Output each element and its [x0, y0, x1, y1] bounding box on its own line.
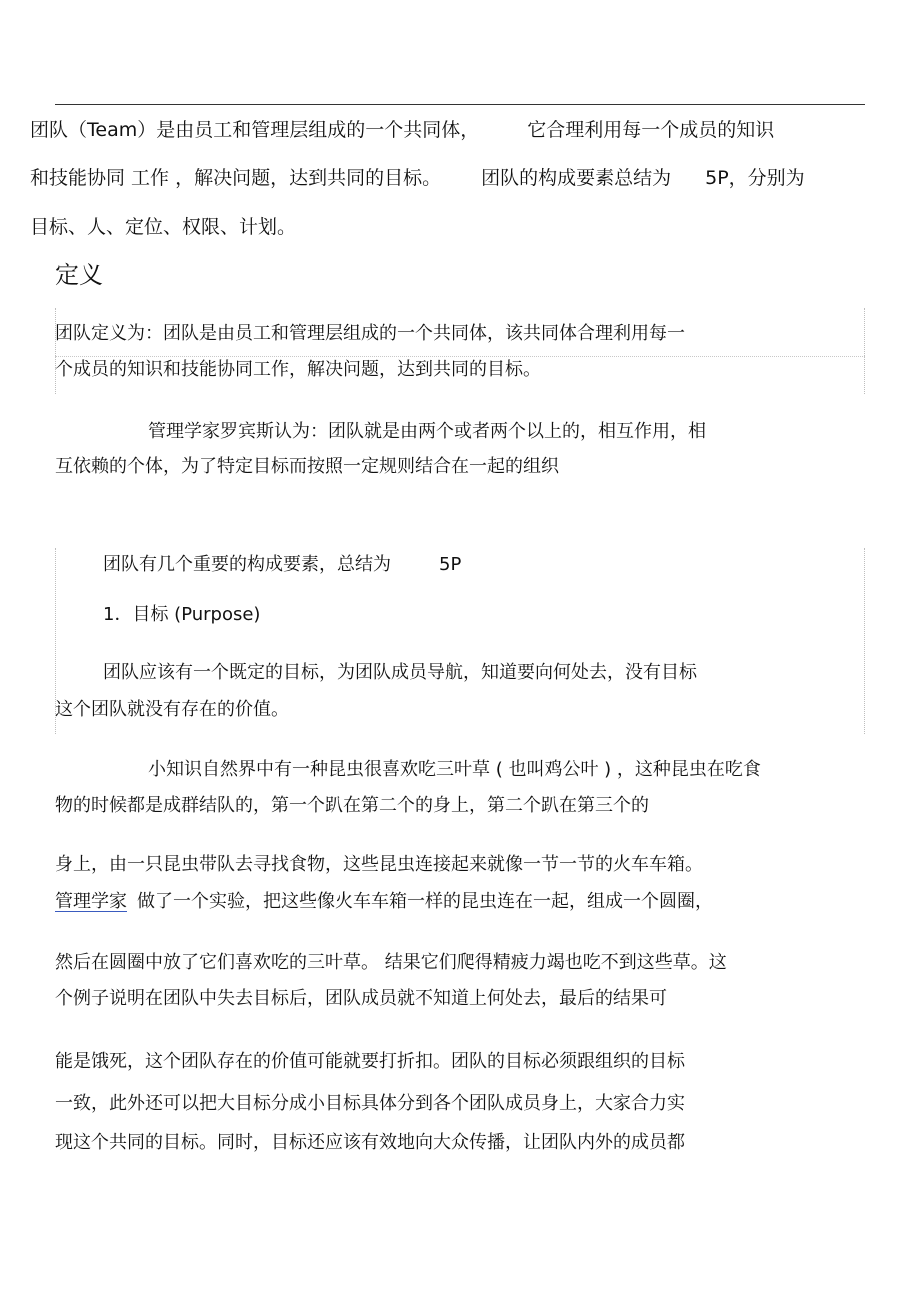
fivep-para-line-2: 这个团队就没有存在的价值。: [55, 699, 289, 720]
robbins-line-1: 管理学家罗宾斯认为：团队就是由两个或者两个以上的，相互作用，相: [148, 421, 706, 442]
knowledge-line-4-text: 做了一个实验，把这些像火车车箱一样的昆虫连在一起，组成一个圆圈，: [137, 891, 713, 912]
knowledge-line-6: 个例子说明在团队中失去目标后，团队成员就不知道上何处去，最后的结果可: [55, 988, 667, 1009]
fivep-intro: [103, 553, 461, 577]
intro-line-2: [30, 166, 805, 190]
intro-line-2-part-b: 团队的构成要素总结为: [481, 167, 672, 189]
definition-line-1: 团队定义为：团队是由员工和管理层组成的一个共同体，该共同体合理利用每一: [55, 323, 685, 344]
fivep-para-line-1: 团队应该有一个既定的目标，为团队成员导航，知道要向何处去，没有目标: [103, 662, 697, 683]
knowledge-line-4: [55, 890, 713, 914]
management-scholar-link[interactable]: 管理学家: [55, 891, 127, 912]
knowledge-line-9: 现这个共同的目标。同时，目标还应该有效地向大众传播，让团队内外的成员都: [55, 1132, 685, 1153]
definition-line-2: 个成员的知识和技能协同工作，解决问题，达到共同的目标。: [55, 359, 541, 380]
knowledge-line-5: 然后在圆圈中放了它们喜欢吃的三叶草。 结果它们爬得精疲力竭也吃不到这些草。这: [55, 952, 727, 973]
definition-box-right-border: [864, 308, 865, 394]
definition-box-divider: [55, 356, 865, 357]
fivep-intro-label: 5P: [439, 554, 462, 575]
knowledge-line-7: 能是饿死，这个团队存在的价值可能就要打折扣。团队的目标必须跟组织的目标: [55, 1051, 685, 1072]
fivep-item-1: 1．目标 (Purpose): [103, 604, 261, 625]
intro-line-1-part-a: 团队（Team）是由员工和管理层组成的一个共同体，: [30, 119, 480, 141]
intro-line-3: 目标、人、定位、权限、计划。: [30, 216, 297, 238]
intro-line-2-part-a: 和技能协同 工作 ，解决问题，达到共同的目标。: [30, 167, 442, 189]
knowledge-line-3: 身上，由一只昆虫带队去寻找食物，这些昆虫连接起来就像一节一节的火车车箱。: [55, 854, 703, 875]
header-rule: [55, 104, 865, 105]
knowledge-line-1: 小知识自然界中有一种昆虫很喜欢吃三叶草 ( 也叫鸡公叶 ) ，这种昆虫在吃食: [148, 759, 761, 780]
intro-line-1: [30, 118, 774, 142]
knowledge-line-2: 物的时候都是成群结队的，第一个趴在第二个的身上，第二个趴在第三个的: [55, 795, 649, 816]
robbins-line-2: 互依赖的个体，为了特定目标而按照一定规则结合在一起的组织: [55, 456, 559, 477]
fivep-box-right-border: [864, 548, 865, 734]
intro-line-2-part-c: 5P，分别为: [705, 167, 805, 189]
fivep-intro-text: 团队有几个重要的构成要素，总结为: [103, 554, 391, 575]
intro-line-1-part-b: 它合理利用每一个成员的知识: [527, 119, 775, 141]
knowledge-line-8: 一致，此外还可以把大目标分成小目标具体分到各个团队成员身上，大家合力实: [55, 1093, 685, 1114]
section-heading: 定义: [55, 261, 103, 289]
